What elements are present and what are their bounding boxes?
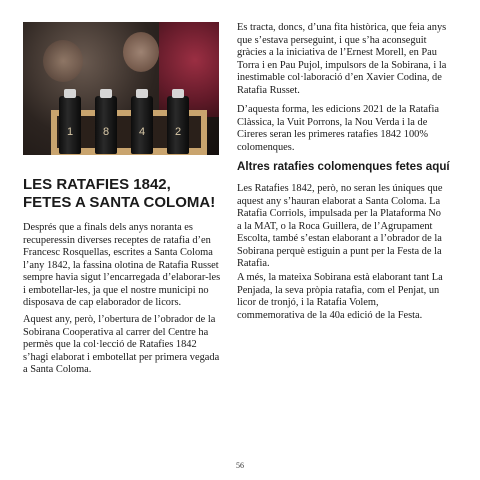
bottle	[131, 96, 153, 154]
right-paragraph-4: A més, la mateixa Sobirana està elaborant tant La Penjada, la seva pròpia ratafia, com el Penjat, un licor de tronjó, i la Ratafia Volem, commemorativa de la 40a edició de la Festa.	[237, 272, 443, 321]
right-paragraph-3: Les Ratafies 1842, però, no seran les úniques que aquest any s’hauran elaborat a Santa Coloma. La Ratafia Corriols, impulsada per la Plataforma No a la MAT, o la Roca Guillera, de l’Agrupament Escolta, també s’estan elaborant a l’obrador de la Sobirana perquè estiguin a punt per la Festa de la Ratafia.	[237, 183, 443, 269]
photo-background-face-left	[43, 40, 83, 82]
bottle-label: 4	[138, 126, 146, 138]
bottle-label: 8	[102, 126, 110, 138]
bottle	[167, 96, 189, 154]
bottle-cap	[100, 89, 112, 98]
section-subheading: Altres ratafies colomenques fetes aquí	[237, 160, 450, 173]
left-paragraph-2: Aquest any, però, l’obertura de l’obrador de la Sobirana Cooperativa al carrer del Centre ha permès que la col·lecció de Ratafies 1842 s’hagi elaborat i embotellat per primera vegada a Santa Coloma.	[23, 314, 220, 375]
right-paragraph-2: D’aquesta forma, les edicions 2021 de la Ratafia Clàssica, la Vuit Porrons, la Nou Verda i la de Cireres seran les primeres ratafies 1842 100% colomenques.	[237, 104, 439, 153]
photo-background-face-right	[123, 32, 159, 72]
right-paragraph-1: Es tracta, doncs, d’una fita històrica, que feia anys que s’estava perseguint, i que s’ha aconseguit gràcies a la iniciativa de l’Ernest Morell, en Pau Torra i en Pau Pujol, impulsors de la Sobirana, i la inestimable col·laboració d’en Xavier Codina, de Ratafia Russet.	[237, 22, 447, 96]
bottle	[59, 96, 81, 154]
bottle-label: 1	[66, 126, 74, 138]
bottle	[95, 96, 117, 154]
bottle-cap	[172, 89, 184, 98]
article-title-line-1: LES RATAFIES 1842,	[23, 176, 171, 193]
bottle-cap	[64, 89, 76, 98]
bottle-cap	[136, 89, 148, 98]
article-title-line-2: FETES A SANTA COLOMA!	[23, 194, 216, 211]
article-title	[23, 176, 223, 212]
page-number: 56	[236, 461, 244, 470]
bottle-label: 2	[174, 126, 182, 138]
ratafia-bottles-photo	[23, 22, 219, 155]
left-paragraph-1: Després que a finals dels anys noranta es recuperessin diverses receptes de ratafia d’en Francesc Rosquellas, escrites a Santa Coloma l’any 1842, la fassina olotina de Ratafia Russet sempre havia sigut l’encarregada d’elaborar-les i embotellar-les, ja que el nostre municipi no disposava de cap elaborador de licors.	[23, 222, 221, 308]
